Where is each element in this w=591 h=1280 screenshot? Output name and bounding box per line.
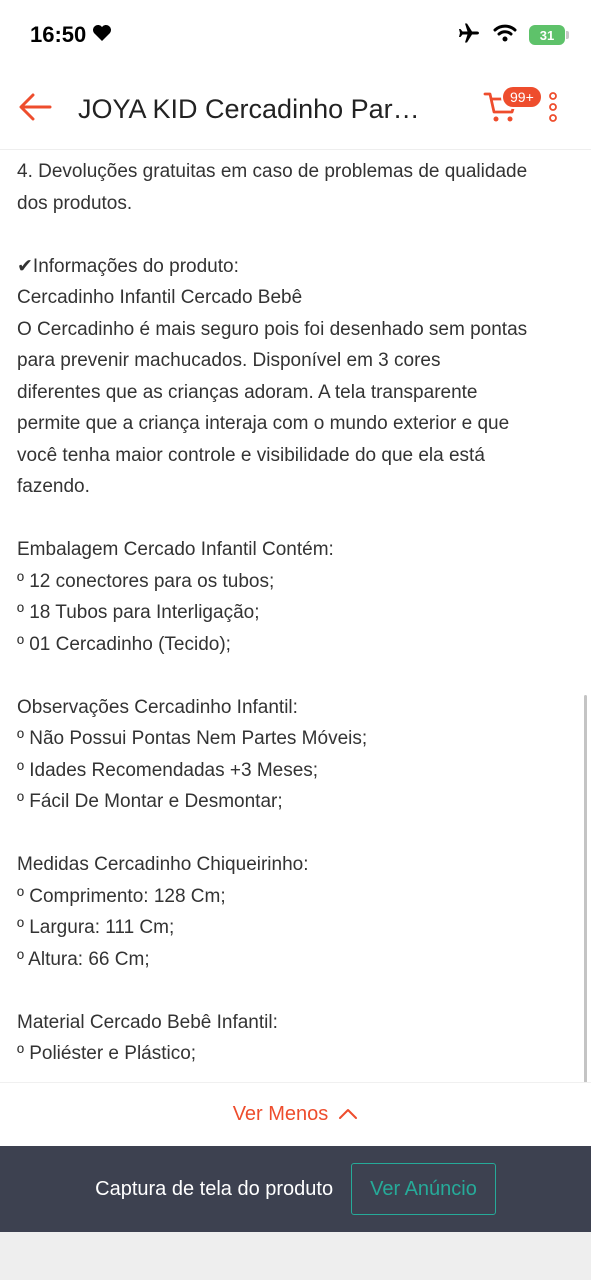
description-line: º Fácil De Montar e Desmontar; (17, 791, 283, 812)
description-line: º Poliéster e Plástico; (17, 1043, 197, 1064)
page-title: JOYA KID Cercadinho Par… (78, 94, 420, 124)
description-line: º Largura: 111 Cm; (17, 917, 175, 938)
description-line: Observações Cercadinho Infantil: (17, 696, 298, 718)
description-line (17, 818, 573, 850)
more-options-button[interactable] (533, 70, 573, 150)
description-line: você tenha maior controle e visibilidade do que ela está (17, 444, 485, 466)
airplane-icon (457, 22, 481, 49)
description-line: ✔Informações do produto: (17, 255, 239, 277)
ver-anuncio-button[interactable]: Ver Anúncio (351, 1163, 496, 1215)
chevron-up-icon (338, 1103, 358, 1126)
description-line: º 18 Tubos para Interligação; (17, 602, 260, 623)
status-bar (0, 0, 591, 70)
description-line: º Comprimento: 128 Cm; (17, 885, 226, 907)
description-line: º Não Possui Pontas Nem Partes Móveis; (17, 728, 368, 749)
description-line: O Cercadinho é mais seguro pois foi desenhado sem pontas (17, 318, 528, 340)
wifi-icon (493, 24, 517, 47)
ver-menos-label: Ver Menos (232, 1103, 329, 1125)
description-line: Medidas Cercadinho Chiqueirinho: (17, 854, 309, 875)
heart-icon (92, 22, 112, 48)
status-time-group (30, 22, 112, 48)
battery-level: 31 (539, 27, 555, 43)
description-line (17, 219, 573, 251)
back-button[interactable] (0, 70, 70, 150)
description-line: º Altura: 66 Cm; (17, 948, 150, 970)
description-line: diferentes que as crianças adoram. A tela transparente (17, 381, 478, 403)
description-line: º 12 conectores para os tubos; (17, 570, 275, 592)
description-line: Embalagem Cercado Infantil Contém: (17, 539, 334, 560)
status-icons (457, 22, 565, 49)
app-header (0, 70, 591, 150)
description-line: para prevenir machucados. Disponível em 3 cores (17, 350, 441, 371)
description-line (17, 660, 573, 692)
bottom-bar-text: Captura de tela do produto (95, 1177, 334, 1200)
home-indicator-area (0, 1232, 591, 1280)
more-vertical-icon (548, 92, 558, 127)
scrollbar[interactable] (584, 695, 587, 1145)
description-line: permite que a criança interaja com o mundo exterior e que (17, 413, 510, 434)
back-arrow-icon (18, 93, 52, 126)
description-line: 4. Devoluções gratuitas em caso de problemas de qualidade (17, 161, 528, 182)
description-line: dos produtos. (17, 192, 133, 214)
status-time: 16:50 (30, 22, 87, 47)
description-line (17, 975, 573, 1007)
ver-menos-button[interactable] (0, 1082, 591, 1146)
bottom-bar (0, 1146, 591, 1232)
battery-icon (529, 25, 565, 45)
description-line (17, 503, 573, 535)
cart-badge: 99+ (501, 85, 543, 109)
description-line: Material Cercado Bebê Infantil: (17, 1011, 278, 1033)
description-line: º 01 Cercadinho (Tecido); (17, 633, 231, 655)
description-line: fazendo. (17, 476, 90, 497)
cart-button[interactable] (471, 70, 534, 150)
description-line: º Idades Recomendadas +3 Meses; (17, 759, 319, 781)
product-description (0, 150, 591, 1082)
description-line: Cercadinho Infantil Cercado Bebê (17, 287, 303, 308)
